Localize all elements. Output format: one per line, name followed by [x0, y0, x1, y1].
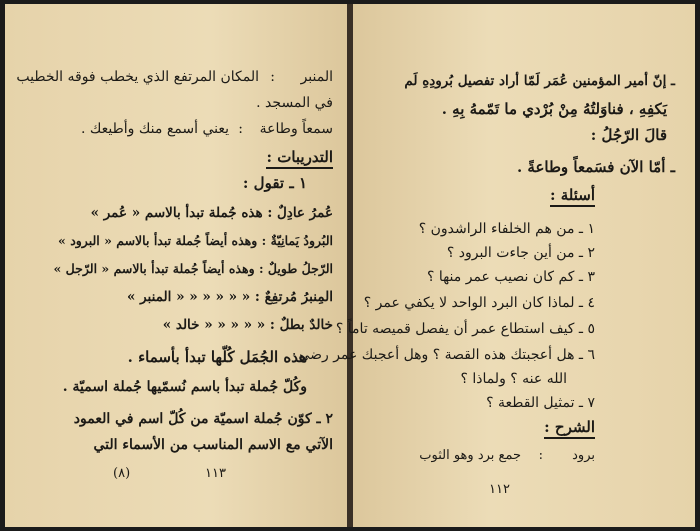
glossary-sep: :: [238, 121, 243, 137]
exercise-2-line: الآتي مع الاسم المناسب من الأسماء التي: [93, 437, 333, 453]
page-number: ١١٢: [489, 482, 510, 497]
explanation-term: برود: [572, 448, 595, 463]
explanation-definition: جمع برد وهو الثوب: [419, 448, 521, 463]
question-item-cont: الله عنه ؟ ولماذا ؟: [460, 371, 567, 387]
glossary-term-samaan: سمعاً وطاعة: [259, 121, 333, 137]
sheet-number: (٨): [113, 466, 131, 481]
example-row: خالدٌ بطلٌ : « « « « « خالد »: [162, 317, 333, 333]
explanation-sep: :: [538, 448, 543, 463]
summary-line: هذه الجُمَل كُلّها تبدأ بأسماء .: [127, 348, 307, 366]
exercise-1-intro: ١ ـ تقول :: [242, 174, 307, 192]
questions-heading: أسئلة :: [550, 186, 595, 204]
example-row: عُمرُ عادِلٌ : هذه جُملة تبدأ بالاسم « عُمر »: [90, 205, 333, 221]
dialogue-line: يَكفِهِ ، فناوَلتُهُ مِنْ بُرْدي ما تَمّمهُ بِهِ .: [441, 100, 667, 118]
dialogue-line: ـ أمّا الآن فسَمعاً وطاعةً .: [516, 158, 675, 176]
dialogue-line: ـ إنّ أمير المؤمنين عُمَر لَمّا أراد تفصيل بُرودِهِ لَم: [404, 73, 675, 89]
question-item: ٥ ـ كيف استطاع عمر أن يفصل قميصه تاماً ؟: [335, 321, 595, 337]
explanation-heading: الشرح :: [544, 418, 595, 436]
glossary-definition: المكان المرتفع الذي يخطب فوقه الخطيب: [16, 69, 259, 85]
dialogue-line: قالَ الرّجُلُ :: [590, 126, 667, 144]
glossary-term-minbar: [301, 68, 333, 86]
left-page: [5, 4, 347, 527]
glossary-term: المنبر: [300, 69, 333, 85]
page-number: ١١٣: [205, 466, 226, 481]
exercise-2-line: ٢ ـ كوّن جُملة اسميّة من كُلّ اسم في العمود: [73, 411, 333, 427]
question-item: ١ ـ من هم الخلفاء الراشدون ؟: [418, 221, 595, 237]
glossary-definition-cont: في المسجد .: [256, 95, 333, 111]
summary-line: وكُلّ جُملة تبدأ باسم نُسمّيها جُملة اسميّة .: [62, 379, 307, 395]
question-item: ٦ ـ هل أعجبتك هذه القصة ؟ وهل أعجبك عمر رضي: [298, 347, 595, 363]
example-row: المِنبرُ مُرتفِعٌ : « « « « « « المنبر »: [126, 289, 333, 305]
example-row: الرّجلُ طويلٌ : وهذه أيضاً جُملة تبدأ بالاسم « الرّجل »: [53, 261, 333, 276]
question-item: ٢ ـ من أين جاءت البرود ؟: [446, 245, 595, 261]
glossary-definition: يعني أسمع منك وأطيعك .: [80, 121, 229, 137]
question-item: ٤ ـ لماذا كان البرد الواحد لا يكفي عمر ؟: [363, 295, 595, 311]
question-item: ٧ ـ تمثيل القطعة ؟: [486, 395, 595, 411]
book-spread: [5, 4, 695, 527]
glossary-sep: :: [270, 69, 275, 85]
question-item: ٣ ـ كم كان نصيب عمر منها ؟: [426, 269, 595, 285]
example-row: البُرودُ يَمانِيّةٌ : وهذه أيضاً جُملة تبدأ بالاسم « البرود »: [58, 233, 333, 248]
exercises-heading: التدريبات :: [266, 148, 333, 166]
